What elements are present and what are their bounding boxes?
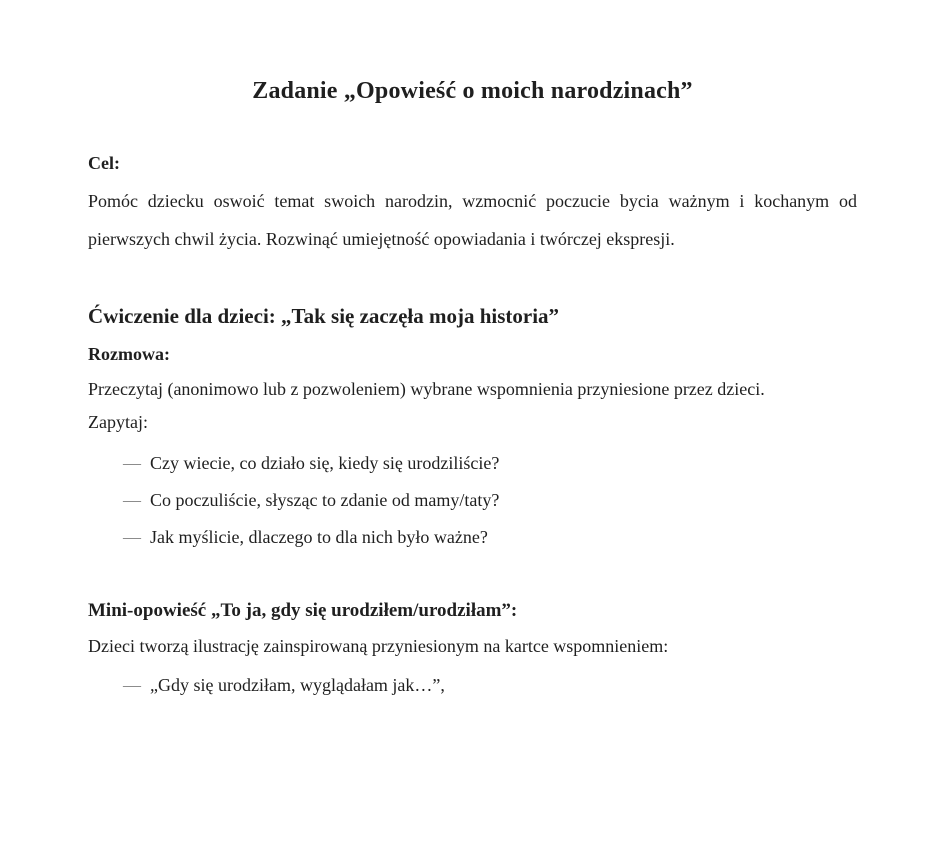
em-dash: — [123, 490, 141, 510]
mini-opowiesc-intro: Dzieci tworzą ilustrację zainspirowaną przyniesionym na kartce wspomnieniem: [88, 636, 669, 656]
mini-opowiesc-heading: Mini-opowieść „To ja, gdy się urodziłem/urodziłam”: [88, 600, 518, 621]
cwiczenie-heading: Ćwiczenie dla dzieci: „Tak się zaczęła moja historia” [88, 304, 560, 328]
mini-opowiesc-list [88, 667, 857, 704]
question-text: Co poczuliście, słysząc to zdanie od mamy/taty? [150, 490, 500, 510]
page-title: Zadanie „Opowieść o moich narodzinach” [252, 78, 693, 104]
list-item [88, 519, 857, 556]
zapytaj-label: Zapytaj: [88, 412, 148, 432]
questions-list [88, 445, 857, 556]
document-page [0, 76, 940, 864]
list-item [88, 482, 857, 519]
em-dash: — [123, 453, 141, 473]
question-text: Czy wiecie, co działo się, kiedy się urodziliście? [150, 453, 500, 473]
em-dash: — [123, 527, 141, 547]
em-dash: — [123, 675, 141, 695]
rozmowa-heading: Rozmowa: [88, 344, 170, 364]
cel-paragraph: Pomóc dziecku oswoić temat swoich narodzin, wzmocnić poczucie bycia ważnym i kochanym od pierwszych chwil życia. Rozwinąć umiejętność opowiadania i twórczej ekspresji. [88, 191, 857, 249]
mini-item-text: „Gdy się urodziłam, wyglądałam jak…”, [150, 675, 445, 695]
list-item [88, 445, 857, 482]
rozmowa-intro: Przeczytaj (anonimowo lub z pozwoleniem) wybrane wspomnienia przyniesione przez dzieci. [88, 379, 765, 399]
question-text: Jak myślicie, dlaczego to dla nich było ważne? [150, 527, 488, 547]
cel-heading: Cel: [88, 153, 120, 173]
list-item [88, 667, 857, 704]
